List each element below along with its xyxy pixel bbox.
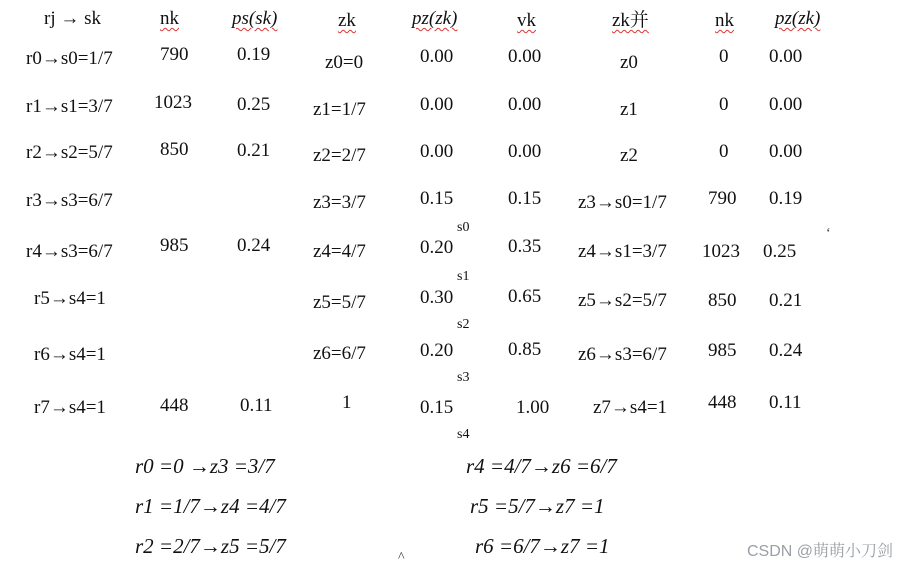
table-cell-zk: 1 xyxy=(342,392,352,413)
watermark: CSDN @萌萌小刀剑 xyxy=(746,543,893,560)
header-nk2: nk xyxy=(715,10,734,31)
table-cell-zb: z5→s2=5/7 xyxy=(578,290,667,311)
table-cell-map: r1→s1=3/7 xyxy=(26,96,113,117)
table-cell-nk2: 448 xyxy=(708,392,737,413)
table-cell-nk2: 0 xyxy=(719,46,729,67)
table-cell-ps: 0.25 xyxy=(237,94,271,115)
table-cell-zb: z0 xyxy=(620,52,638,73)
table-cell-nk: 790 xyxy=(160,44,189,65)
table-cell-pz2: 0.00 xyxy=(769,141,803,162)
table-cell-vk: 0.15 xyxy=(508,188,542,209)
header-pz: pz(zk) xyxy=(412,8,458,29)
table-cell-pz2: 0.25 xyxy=(763,241,797,262)
table-cell-s: s1 xyxy=(457,269,470,284)
table-cell-pz: 0.15 xyxy=(420,397,454,418)
header-rj-sk: rj → sk xyxy=(44,8,101,29)
table-cell-pz: 0.30 xyxy=(420,287,454,308)
table-cell-ps: 0.21 xyxy=(237,140,271,161)
table-cell-map: r5→s4=1 xyxy=(34,288,106,309)
table-cell-pz2: 0.11 xyxy=(769,392,802,413)
table-cell-nk: 448 xyxy=(160,395,189,416)
header-vk: vk xyxy=(517,10,536,31)
header-ps: ps(sk) xyxy=(232,8,278,29)
table-cell-zk: z6=6/7 xyxy=(313,343,366,364)
table-cell-vk: 0.85 xyxy=(508,339,542,360)
table-cell-pz2: 0.00 xyxy=(769,46,803,67)
table-cell-vk: 0.35 xyxy=(508,236,542,257)
header-nk: nk xyxy=(160,8,179,29)
table-cell-pz2: 0.24 xyxy=(769,340,803,361)
table-cell-pz2: 0.21 xyxy=(769,290,803,311)
table-cell-vk: 1.00 xyxy=(516,397,550,418)
table-cell-nk: 1023 xyxy=(154,92,192,113)
table-cell-ps: 0.24 xyxy=(237,235,271,256)
equation: r6 =6/7→z7 =1 xyxy=(475,534,610,558)
table-cell-nk2: 850 xyxy=(708,290,737,311)
table-cell-nk2: 0 xyxy=(719,94,729,115)
table-cell-zb: z7→s4=1 xyxy=(593,397,668,418)
table-cell-s: s3 xyxy=(457,370,470,385)
equation: r1 =1/7→z4 =4/7 xyxy=(135,494,286,518)
stray-mark: ‘ xyxy=(826,226,831,241)
header-zk: zk xyxy=(338,10,356,31)
table-cell-zk: z5=5/7 xyxy=(313,292,366,313)
table-cell-map: r6→s4=1 xyxy=(34,344,106,365)
table-cell-s: s2 xyxy=(457,317,470,332)
table-cell-pz: 0.00 xyxy=(420,46,454,67)
table-cell-map: r2→s2=5/7 xyxy=(26,142,113,163)
table-cell-vk: 0.00 xyxy=(508,94,542,115)
table-cell-zk: z2=2/7 xyxy=(313,145,366,166)
table-cell-s: s4 xyxy=(457,427,470,442)
table-cell-nk2: 1023 xyxy=(702,241,740,262)
equation: r0 =0 →z3 =3/7 xyxy=(135,454,275,478)
table-cell-zk: z0=0 xyxy=(325,52,364,73)
table-cell-pz: 0.20 xyxy=(420,340,454,361)
table-cell-zb: z2 xyxy=(620,145,638,166)
equation: r2 =2/7→z5 =5/7 xyxy=(135,534,286,558)
table-cell-pz: 0.15 xyxy=(420,188,454,209)
header-pz2: pz(zk) xyxy=(775,8,821,29)
equation: r4 =4/7→z6 =6/7 xyxy=(466,454,617,478)
table-cell-ps: 0.11 xyxy=(240,395,273,416)
table-cell-nk: 985 xyxy=(160,235,189,256)
table-cell-ps: 0.19 xyxy=(237,44,271,65)
header-zk-bing: zk并 xyxy=(612,10,649,31)
table-cell-pz: 0.20 xyxy=(420,237,454,258)
table-cell-map: r3→s3=6/7 xyxy=(26,190,113,211)
table-cell-pz: 0.00 xyxy=(420,141,454,162)
table-cell-zb: z6→s3=6/7 xyxy=(578,344,667,365)
table-cell-zb: z4→s1=3/7 xyxy=(578,241,667,262)
equation: r5 =5/7→z7 =1 xyxy=(470,494,605,518)
table-cell-zk: z4=4/7 xyxy=(313,241,366,262)
table-cell-vk: 0.00 xyxy=(508,141,542,162)
table-cell-vk: 0.65 xyxy=(508,286,542,307)
table-cell-nk2: 790 xyxy=(708,188,737,209)
table-cell-pz: 0.00 xyxy=(420,94,454,115)
table-cell-nk2: 985 xyxy=(708,340,737,361)
table-cell-nk: 850 xyxy=(160,139,189,160)
table-cell-pz2: 0.00 xyxy=(769,94,803,115)
table-cell-map: r0→s0=1/7 xyxy=(26,48,113,69)
table-cell-s: s0 xyxy=(457,220,470,235)
table-cell-zk: z3=3/7 xyxy=(313,192,366,213)
table-cell-vk: 0.00 xyxy=(508,46,542,67)
table-cell-zb: z1 xyxy=(620,99,638,120)
table-cell-zk: z1=1/7 xyxy=(313,99,366,120)
table-cell-pz2: 0.19 xyxy=(769,188,803,209)
table-cell-nk2: 0 xyxy=(719,141,729,162)
table-cell-map: r7→s4=1 xyxy=(34,397,106,418)
table-cell-zb: z3→s0=1/7 xyxy=(578,192,667,213)
table-cell-map: r4→s3=6/7 xyxy=(26,241,113,262)
stray-mark: ^ xyxy=(398,550,405,565)
